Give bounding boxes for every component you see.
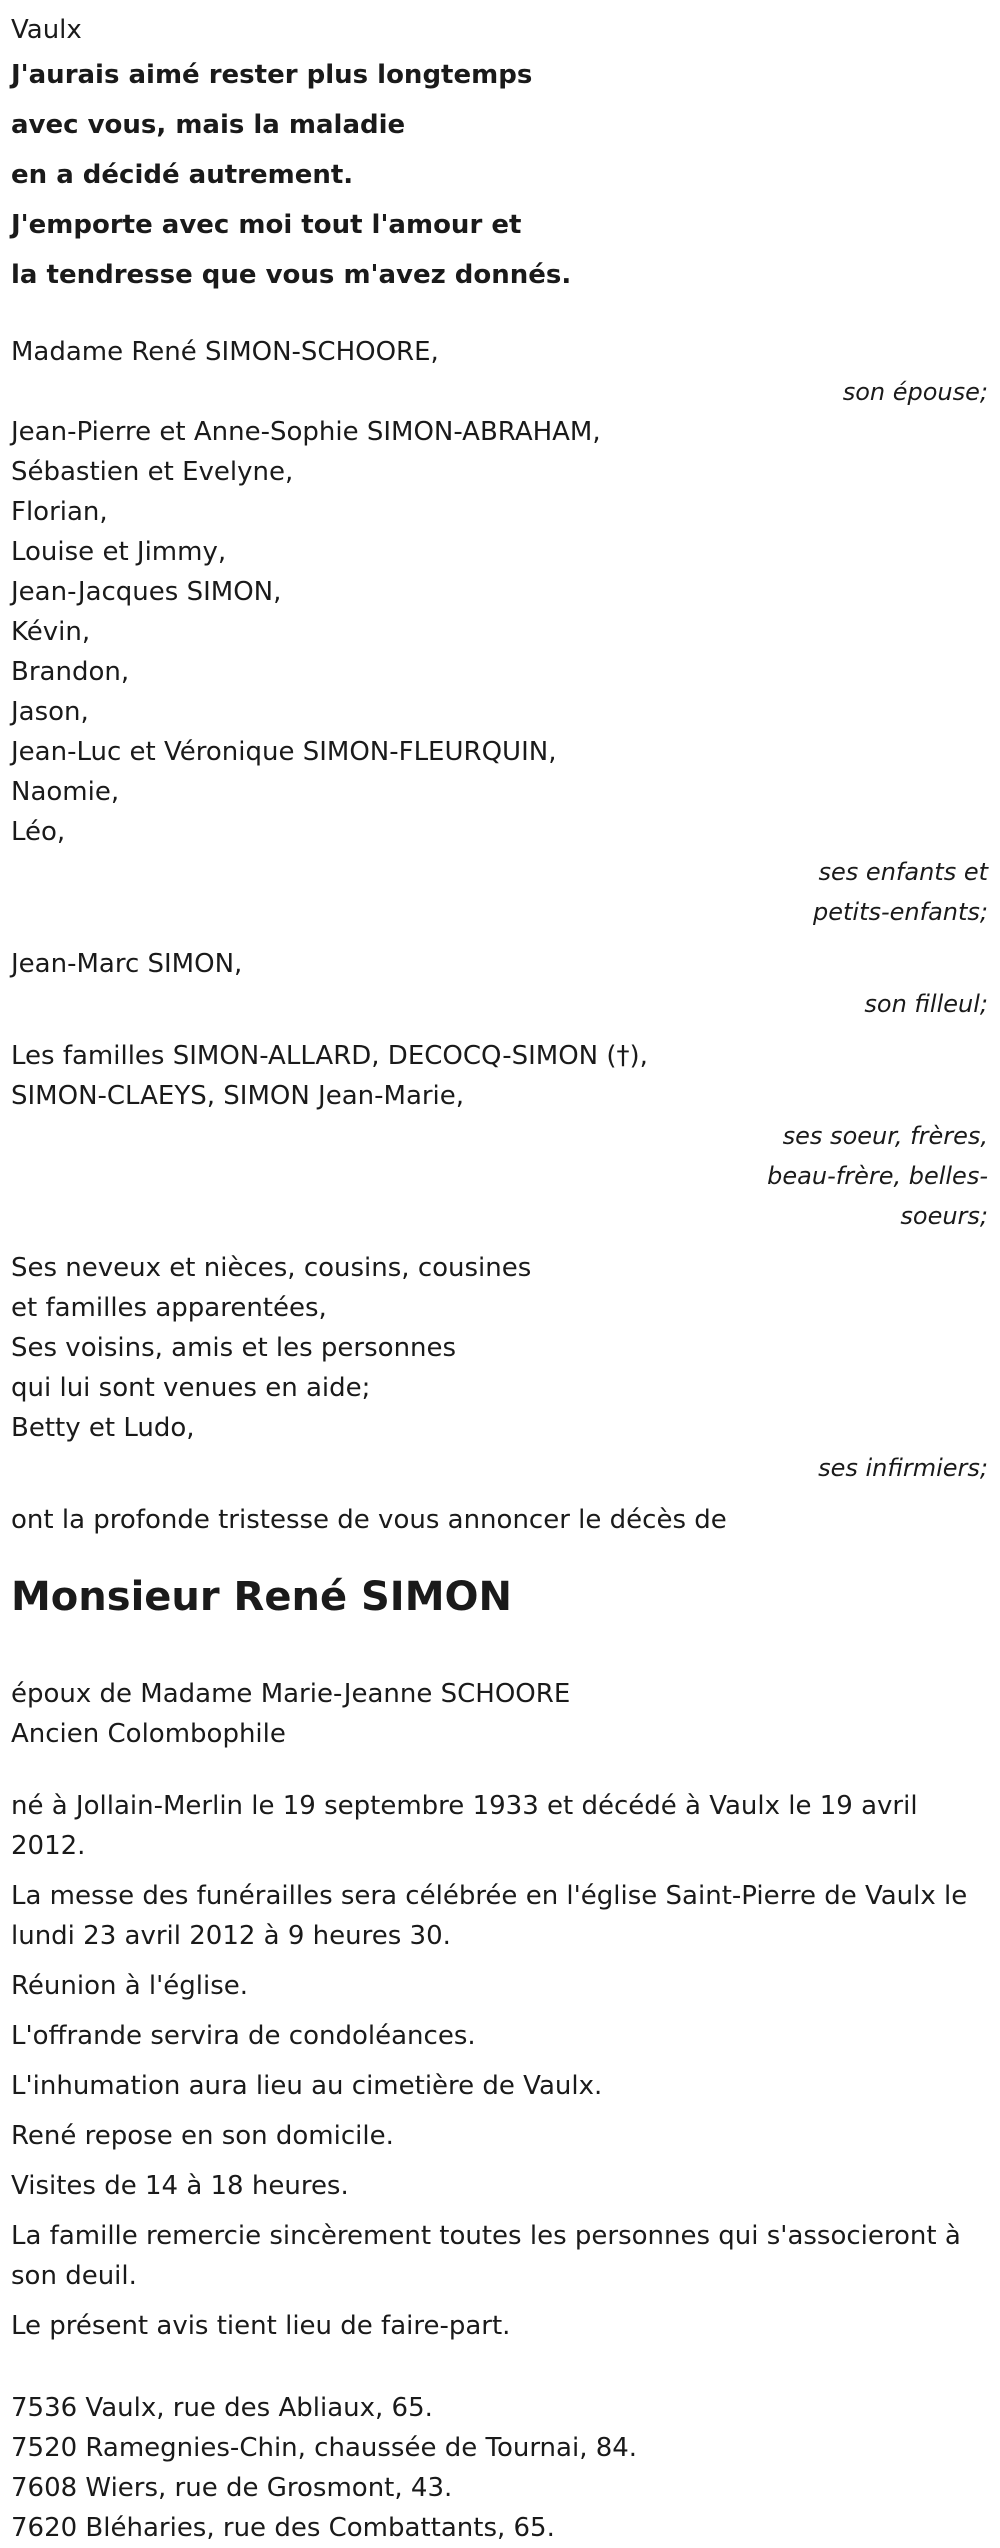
paragraph-line: René repose en son domicile.: [11, 2121, 394, 2151]
paragraph-line: La messe des funérailles sera célébrée en l'église Saint-Pierre de Vaulx le: [11, 1881, 968, 1911]
child-line: Naomie,: [11, 777, 120, 807]
spouse-role: son épouse;: [842, 378, 988, 406]
spouse-name: Madame René SIMON-SCHOORE,: [11, 337, 439, 367]
paragraph-offering: [11, 2016, 990, 2056]
others-line: Betty et Ludo,: [11, 1413, 195, 1443]
child-line: Jean-Pierre et Anne-Sophie SIMON-ABRAHAM,: [11, 417, 601, 447]
others-line: Ses neveux et nièces, cousins, cousines: [11, 1253, 532, 1283]
godson-name: Jean-Marc SIMON,: [11, 949, 243, 979]
others-block: [11, 1248, 990, 1488]
others-line: qui lui sont venues en aide;: [11, 1373, 371, 1403]
poem-line: avec vous, mais la maladie: [11, 110, 406, 140]
siblings-role-line: ses soeur, frères,: [782, 1122, 988, 1150]
siblings-line: SIMON-CLAEYS, SIMON Jean-Marie,: [11, 1081, 465, 1111]
deceased-detail-line: époux de Madame Marie-Jeanne SCHOORE: [11, 1679, 571, 1709]
spacer: [11, 1754, 990, 1786]
paragraph-line: L'inhumation aura lieu au cimetière de Vaulx.: [11, 2071, 603, 2101]
address-line: 7536 Vaulx, rue des Abliaux, 65.: [11, 2393, 433, 2423]
paragraph-visits: [11, 2166, 990, 2206]
address-line: 7620 Bléharies, rue des Combattants, 65.: [11, 2513, 555, 2543]
spacer: [11, 932, 990, 944]
paragraph-line: Réunion à l'église.: [11, 1971, 249, 2001]
poem-line: en a décidé autrement.: [11, 160, 354, 190]
address-line: 7520 Ramegnies-Chin, chaussée de Tournai, 84.: [11, 2433, 638, 2463]
poem-line: J'aurais aimé rester plus longtemps: [11, 60, 533, 90]
child-line: Jean-Luc et Véronique SIMON-FLEURQUIN,: [11, 737, 557, 767]
paragraphs: [11, 1786, 990, 2346]
others-role: ses infirmiers;: [818, 1454, 988, 1482]
paragraph-notice: [11, 2306, 990, 2346]
poem-line: J'emporte avec moi tout l'amour et: [11, 210, 522, 240]
spacer: [11, 300, 990, 332]
spacer: [11, 1488, 990, 1500]
siblings-block: [11, 1036, 990, 1236]
child-line: Jason,: [11, 697, 89, 727]
child-line: Léo,: [11, 817, 66, 847]
siblings-role-line: beau-frère, belles-: [767, 1162, 988, 1190]
deceased-name: Monsieur René SIMON: [11, 1574, 512, 1620]
deceased-details: [11, 1674, 990, 1754]
paragraph-thanks: [11, 2216, 990, 2296]
address-line: 7608 Wiers, rue de Grosmont, 43.: [11, 2473, 453, 2503]
deceased-detail-line: Ancien Colombophile: [11, 1719, 286, 1749]
paragraph-burial: [11, 2066, 990, 2106]
paragraph-line: Visites de 14 à 18 heures.: [11, 2171, 349, 2201]
paragraph-line: L'offrande servira de condoléances.: [11, 2021, 476, 2051]
paragraph-funeral-mass: [11, 1876, 990, 1956]
poem-line: la tendresse que vous m'avez donnés.: [11, 260, 572, 290]
godson-role: son filleul;: [864, 990, 988, 1018]
announcement-text: ont la profonde tristesse de vous annoncer le décès de: [11, 1505, 727, 1535]
paragraph-line: lundi 23 avril 2012 à 9 heures 30.: [11, 1921, 451, 1951]
paragraph-line: né à Jollain-Merlin le 19 septembre 1933 et décédé à Vaulx le 19 avril: [11, 1791, 918, 1821]
place-heading: Vaulx: [11, 15, 82, 45]
paragraph-line: Le présent avis tient lieu de faire-part.: [11, 2311, 511, 2341]
poem: [11, 50, 990, 300]
children-role-line: petits-enfants;: [813, 898, 988, 926]
paragraph-resting: [11, 2116, 990, 2156]
siblings-line: Les familles SIMON-ALLARD, DECOCQ-SIMON (†),: [11, 1041, 648, 1071]
paragraph-line: son deuil.: [11, 2261, 137, 2291]
child-line: Louise et Jimmy,: [11, 537, 227, 567]
child-line: Kévin,: [11, 617, 91, 647]
children-block: [11, 412, 990, 932]
others-line: et familles apparentées,: [11, 1293, 327, 1323]
others-line: Ses voisins, amis et les personnes: [11, 1333, 457, 1363]
child-line: Sébastien et Evelyne,: [11, 457, 294, 487]
spacer: [11, 1024, 990, 1036]
paragraph-line: La famille remercie sincèrement toutes les personnes qui s'associeront à: [11, 2221, 961, 2251]
spouse-block: [11, 332, 990, 412]
children-role-line: ses enfants et: [818, 858, 988, 886]
child-line: Florian,: [11, 497, 108, 527]
paragraph-line: 2012.: [11, 1831, 86, 1861]
spacer: [11, 1236, 990, 1248]
child-line: Brandon,: [11, 657, 130, 687]
paragraph-meeting: [11, 1966, 990, 2006]
addresses-block: [11, 2388, 990, 2548]
child-line: Jean-Jacques SIMON,: [11, 577, 282, 607]
siblings-role-line: soeurs;: [900, 1202, 988, 1230]
godson-block: [11, 944, 990, 1024]
spacer: [11, 2356, 990, 2388]
paragraph-birth-death: [11, 1786, 990, 1866]
